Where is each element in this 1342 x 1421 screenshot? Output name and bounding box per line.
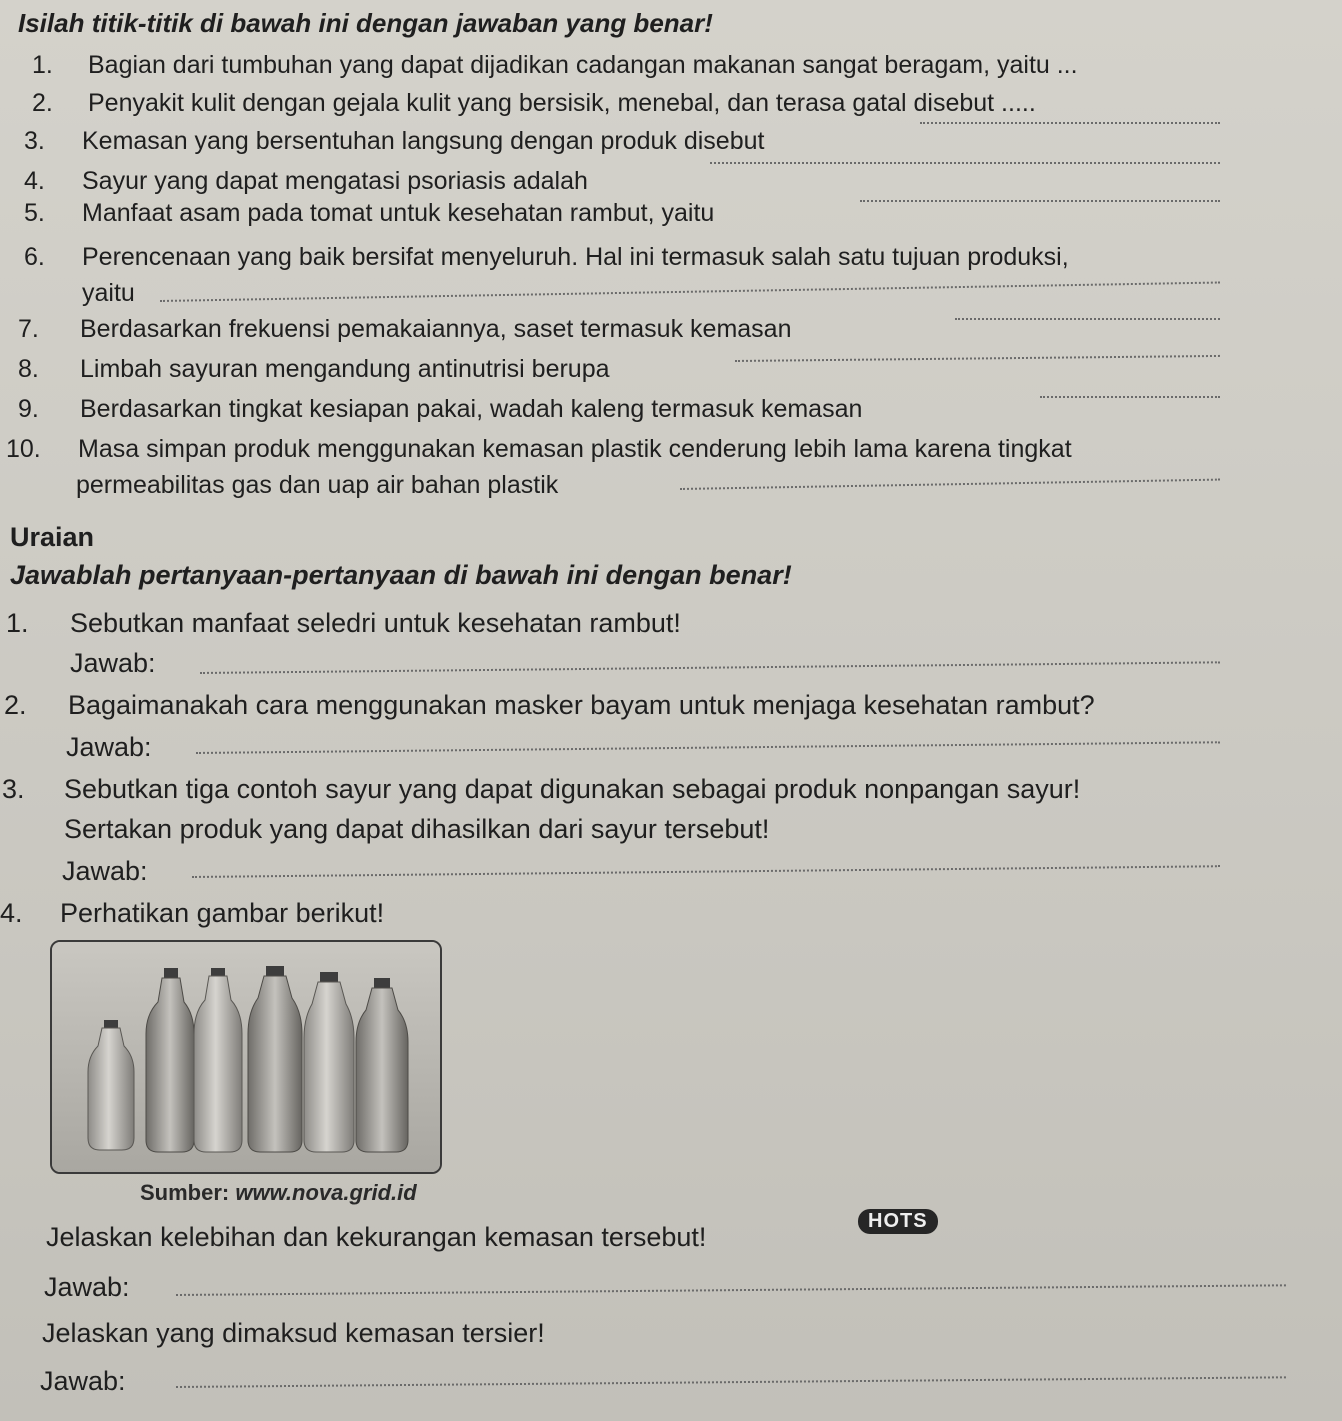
essay-question-1: 1. Sebutkan manfaat seledri untuk kesehatan rambut! [6,608,681,638]
essay-question-2: 2. Bagaimanakah cara menggunakan masker bayam untuk menjaga kesehatan rambut? [4,690,1095,720]
answer-label: Jawab: [62,856,148,886]
fill-item-5: 5. Manfaat asam pada tomat untuk kesehatan rambut, yaitu [24,199,715,227]
answer-label: Jawab: [44,1272,130,1302]
fill-item-2: 2. Penyakit kulit dengan gejala kulit yang bersisik, menebal, dan terasa gatal disebut ..... [32,89,1036,117]
answer-line [192,865,1220,878]
fill-item-10-continuation: permeabilitas gas dan uap air bahan plastik [76,471,559,499]
picture-caption: Sumber: www.nova.grid.id [140,1180,417,1205]
answer-line [710,162,1220,164]
essay-instruction: Jawablah pertanyaan-pertanyaan di bawah ini dengan benar! [10,560,792,590]
essay-question-4: 4. Perhatikan gambar berikut! [0,898,385,928]
answer-line [735,355,1220,362]
fill-item-1: 1. Bagian dari tumbuhan yang dapat dijadikan cadangan makanan sangat beragam, yaitu ... [32,51,1078,79]
plastic-bottles-image [52,942,440,1172]
fill-item-3: 3. Kemasan yang bersentuhan langsung dengan produk disebut [24,127,765,155]
section-title-uraian: Uraian [10,522,95,552]
answer-line [176,1376,1286,1388]
essay-question-5: Jelaskan yang dimaksud kemasan tersier! [42,1318,545,1348]
answer-line [920,122,1220,124]
answer-line [196,741,1220,754]
answer-line [160,282,1220,302]
answer-line [955,318,1220,320]
fill-item-10: 10. Masa simpan produk menggunakan kemasan plastik cenderung lebih lama karena tingkat [6,435,1072,463]
answer-line [1040,396,1220,398]
answer-label: Jawab: [66,732,152,762]
fill-in-instruction: Isilah titik-titik di bawah ini dengan jawaban yang benar! [18,8,713,38]
fill-item-6-continuation: yaitu [82,279,135,307]
answer-line [176,1284,1286,1296]
answer-label: Jawab: [40,1366,126,1396]
answer-line [680,479,1220,490]
essay-question-4-part-a: Jelaskan kelebihan dan kekurangan kemasan tersebut! [46,1222,707,1252]
fill-item-9: 9. Berdasarkan tingkat kesiapan pakai, wadah kaleng termasuk kemasan [18,395,863,423]
fill-item-4: 4. Sayur yang dapat mengatasi psoriasis adalah [24,167,588,195]
fill-item-7: 7. Berdasarkan frekuensi pemakaiannya, saset termasuk kemasan [18,315,792,343]
essay-question-3-continuation: Sertakan produk yang dapat dihasilkan dari sayur tersebut! [64,814,770,844]
bottles-picture [50,940,442,1174]
fill-item-8: 8. Limbah sayuran mengandung antinutrisi berupa [18,355,610,383]
answer-label: Jawab: [70,648,156,678]
essay-question-3: 3. Sebutkan tiga contoh sayur yang dapat digunakan sebagai produk nonpangan sayur! [2,774,1081,804]
fill-item-6: 6. Perencenaan yang baik bersifat menyeluruh. Hal ini termasuk salah satu tujuan produksi, [24,243,1069,271]
answer-line [200,661,1220,674]
answer-line [860,200,1220,202]
hots-badge: HOTS [858,1209,938,1234]
